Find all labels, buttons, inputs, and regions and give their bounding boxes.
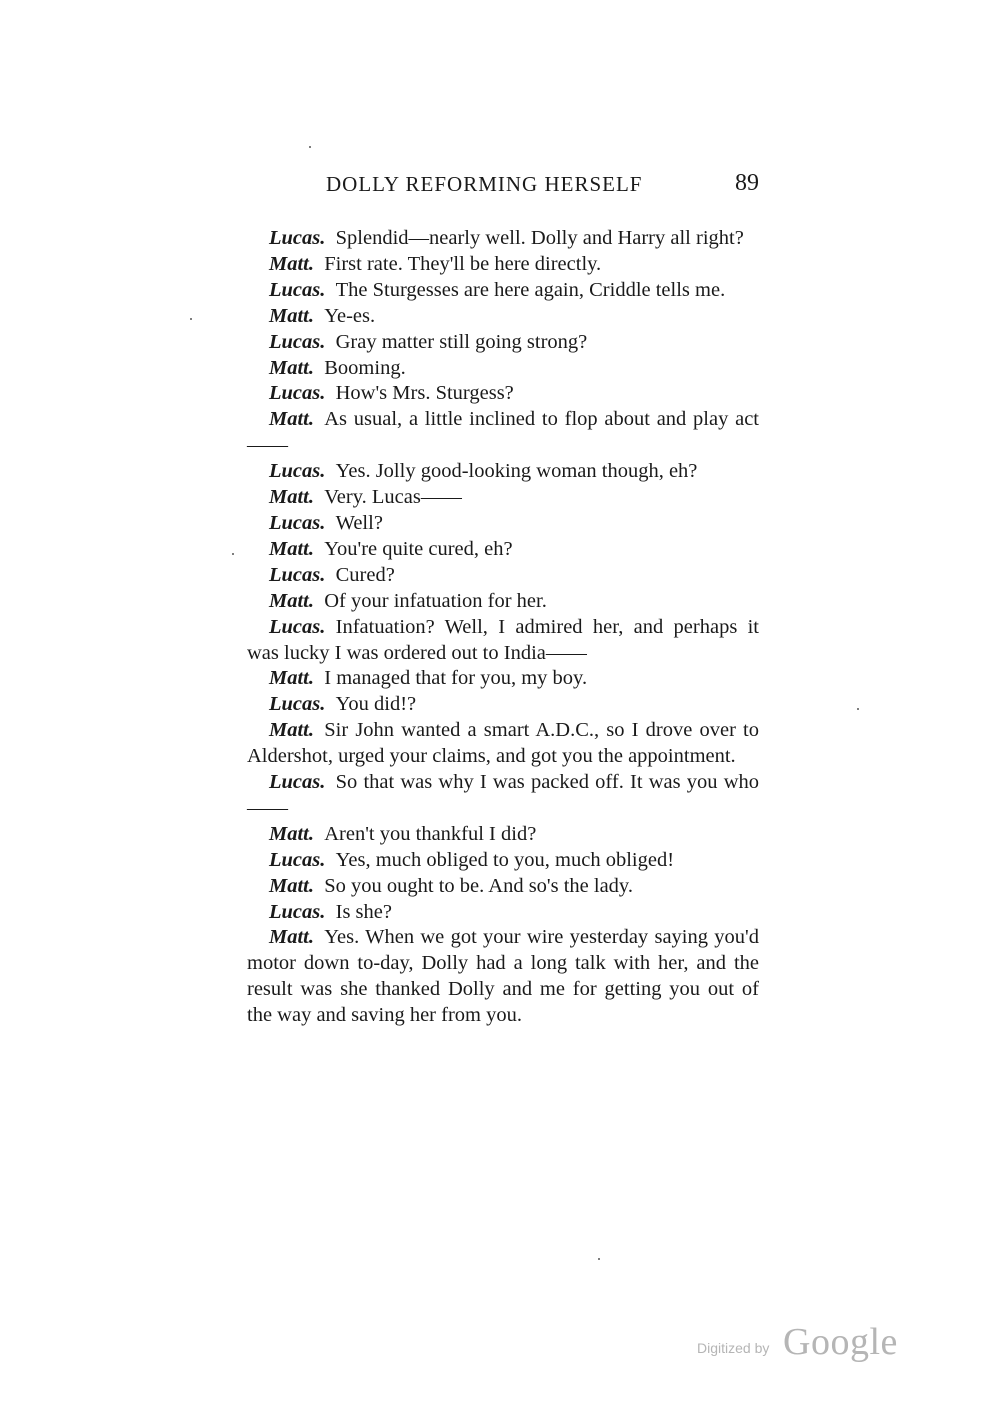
speaker-name: Matt.: [269, 252, 314, 275]
dialogue-line: [247, 278, 759, 304]
speech-text: The Sturgesses are here again, Criddle tells me.: [335, 278, 726, 301]
speech-text: Booming.: [324, 356, 406, 379]
speaker-name: Matt.: [269, 667, 314, 690]
speaker-name: Lucas.: [269, 382, 326, 405]
speaker-name: Lucas.: [269, 511, 326, 534]
speech-text: So that was why I was packed off. It was you who——: [247, 771, 759, 819]
dialogue-line: [247, 925, 759, 1029]
dialogue-line: [247, 304, 759, 330]
speech-text: Ye-es.: [324, 304, 376, 327]
dialogue-line: [247, 770, 759, 822]
speech-text: You're quite cured, eh?: [324, 537, 513, 560]
dialogue-line: [247, 459, 759, 485]
speaker-name: Lucas.: [269, 693, 326, 716]
scan-speck: [598, 1258, 600, 1260]
speech-text: Yes. When we got your wire yesterday saying you'd motor down to-day, Dolly had a long talk with her, and the result was she thanked Dolly and me for getting you out of the way and saving her from you.: [247, 926, 759, 1027]
speech-text: Sir John wanted a smart A.D.C., so I drove over to Aldershot, urged your claims, and got you the appointment.: [247, 719, 759, 768]
speaker-name: Matt.: [269, 874, 314, 897]
speech-text: Cured?: [335, 563, 395, 586]
dialogue-line: [247, 589, 759, 615]
dialogue-line: [247, 252, 759, 278]
dialogue-line: [247, 330, 759, 356]
dialogue-line: [247, 356, 759, 382]
speaker-name: Lucas.: [269, 460, 326, 483]
dialogue-line: [247, 511, 759, 537]
speaker-name: Lucas.: [269, 227, 326, 249]
speech-text: Infatuation? Well, I admired her, and perhaps it was lucky I was ordered out to India——: [247, 615, 759, 664]
dialogue-line: [247, 848, 759, 874]
scan-speck: [190, 318, 192, 320]
speech-text: Yes, much obliged to you, much obliged!: [335, 848, 675, 871]
scan-speck: [857, 708, 859, 710]
speaker-name: Matt.: [269, 822, 314, 845]
speaker-name: Lucas.: [269, 563, 326, 586]
dialogue-line: [247, 692, 759, 718]
speech-text: Aren't you thankful I did?: [324, 822, 537, 845]
speaker-name: Lucas.: [269, 615, 326, 638]
speaker-name: Matt.: [269, 304, 314, 327]
speaker-name: Matt.: [269, 408, 314, 431]
speech-text: Well?: [335, 511, 383, 534]
speech-text: You did!?: [335, 693, 417, 716]
dialogue-line: [247, 563, 759, 589]
google-logo: Google: [783, 1321, 898, 1363]
dialogue-line: [247, 718, 759, 770]
speech-text: Splendid—nearly well. Dolly and Harry all right?: [335, 227, 744, 249]
digitized-by-label: Digitized by: [697, 1340, 770, 1356]
speaker-name: Lucas.: [269, 848, 326, 871]
speaker-name: Lucas.: [269, 278, 326, 301]
dialogue-line: [247, 381, 759, 407]
dialogue-line: [247, 900, 759, 926]
speech-text: Of your infatuation for her.: [324, 589, 547, 612]
scan-speck: [309, 146, 311, 148]
dialogue-line: [247, 874, 759, 900]
running-header: [0, 172, 1005, 206]
dialogue-line: [247, 226, 759, 252]
dialogue-body: [247, 226, 759, 1029]
dialogue-line: [247, 485, 759, 511]
scan-speck: [232, 553, 234, 555]
speaker-name: Matt.: [269, 719, 314, 742]
page-number: 89: [735, 170, 759, 196]
speaker-name: Matt.: [269, 356, 314, 379]
dialogue-line: [247, 407, 759, 459]
speech-text: Is she?: [335, 900, 392, 923]
speech-text: First rate. They'll be here directly.: [324, 252, 602, 275]
dialogue-line: [247, 822, 759, 848]
speech-text: How's Mrs. Sturgess?: [335, 382, 514, 405]
running-title: DOLLY REFORMING HERSELF: [326, 172, 643, 196]
speaker-name: Lucas.: [269, 900, 326, 923]
speech-text: So you ought to be. And so's the lady.: [324, 874, 633, 897]
speech-text: I managed that for you, my boy.: [324, 667, 588, 690]
speech-text: Yes. Jolly good-looking woman though, eh?: [335, 460, 698, 483]
speaker-name: Lucas.: [269, 330, 326, 353]
speaker-name: Matt.: [269, 537, 314, 560]
speaker-name: Lucas.: [269, 771, 326, 794]
speaker-name: Matt.: [269, 589, 314, 612]
google-watermark: [697, 1318, 917, 1368]
dialogue-line: [247, 537, 759, 563]
speech-text: As usual, a little inclined to flop about and play act——: [247, 408, 759, 457]
dialogue-line: [247, 615, 759, 667]
speaker-name: Matt.: [269, 926, 314, 949]
speech-text: Very. Lucas——: [324, 486, 462, 509]
speech-text: Gray matter still going strong?: [335, 330, 588, 353]
speaker-name: Matt.: [269, 486, 314, 509]
dialogue-line: [247, 666, 759, 692]
